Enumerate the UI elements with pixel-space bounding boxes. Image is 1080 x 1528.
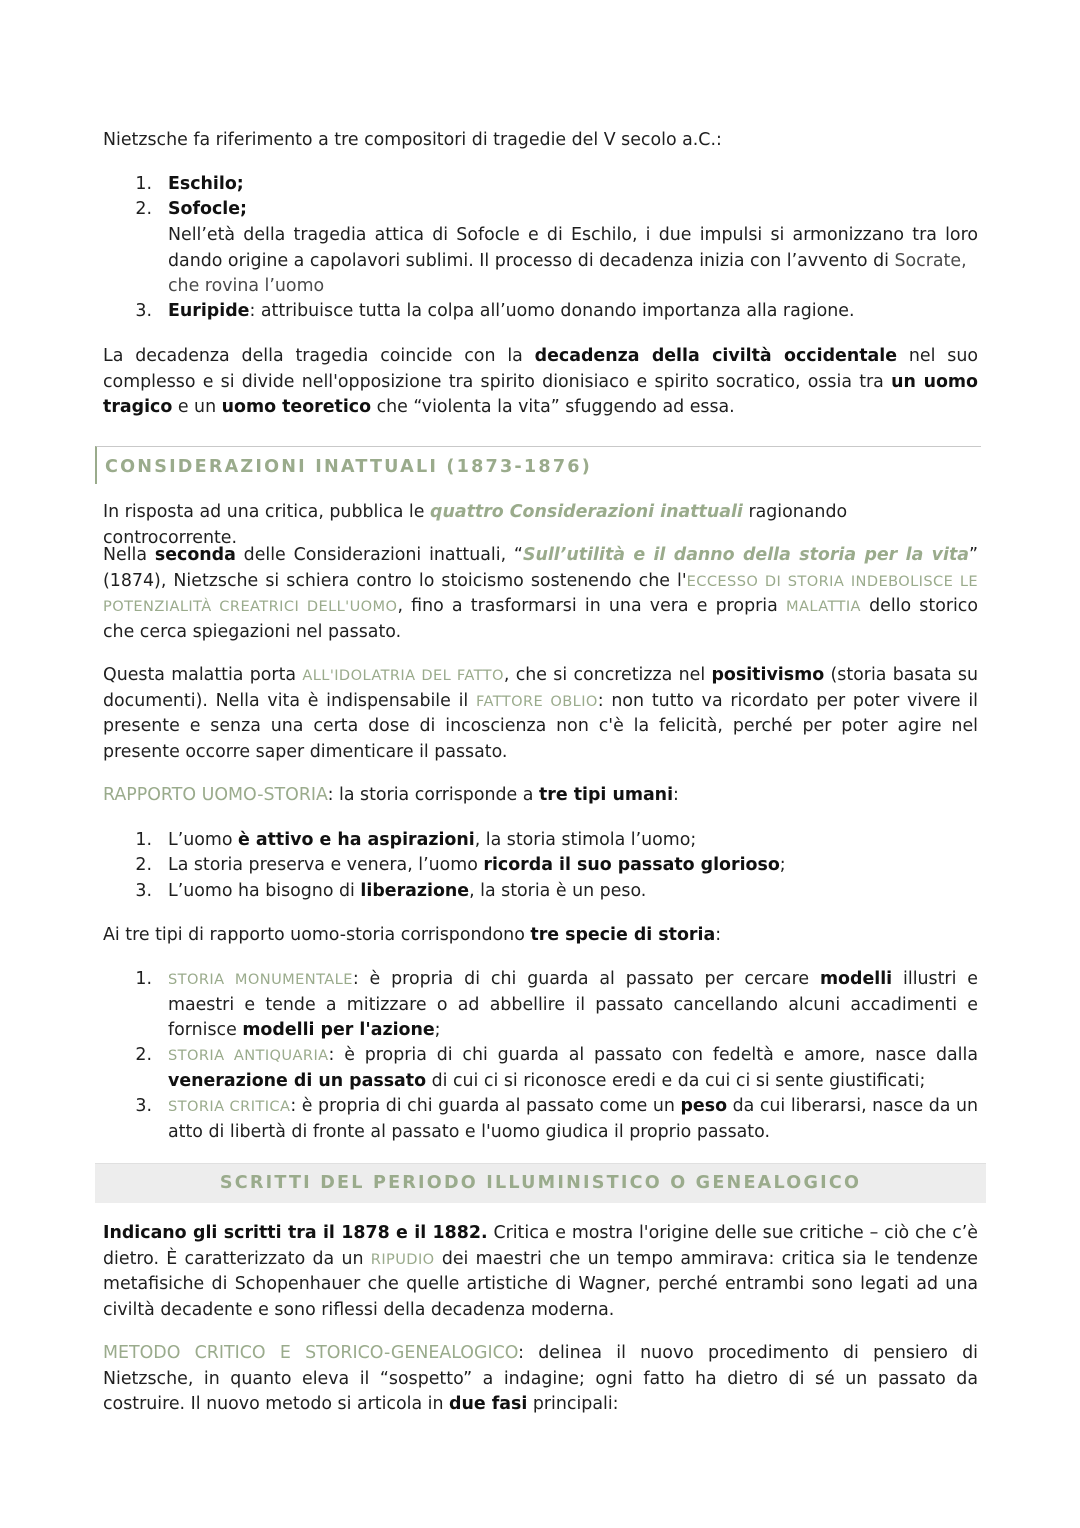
section-title: SCRITTI DEL PERIODO ILLUMINISTICO O GENEALOGICO — [219, 1173, 862, 1193]
intro-paragraph: Nietzsche fa riferimento a tre compositori di tragedie del V secolo a.C.: — [103, 130, 722, 150]
list-number: 1. — [135, 969, 152, 989]
section-title: CONSIDERAZIONI INATTUALI (1873-1876) — [105, 457, 592, 477]
risposta-paragraph: In risposta ad una critica, pubblica le quattro Considerazioni inattuali ragionando controcorrente. — [103, 502, 848, 548]
section-heading-scritti — [95, 1163, 986, 1203]
list-number: 3. — [135, 881, 152, 901]
sofocle-description-end: che rovina l’uomo — [168, 276, 325, 296]
list-item-critica: STORIA CRITICA: è propria di chi guarda al passato come un peso da cui liberarsi, nasce da un atto di libertà di fronte al passato e l'uomo giudica il proprio passato. — [168, 1096, 978, 1142]
scritti-paragraph: Indicano gli scritti tra il 1878 e il 1882. Critica e mostra l'origine delle sue critiche – ciò che c’è dietro. È caratterizzato da un RIPUDIO dei maestri che un tempo ammirava: critica sia le tendenze metafisiche di Schopenhauer che quelle artistiche di Wagner, perché entrambi sono legati ad una civiltà decadente e sono riflessi della decadenza moderna. — [103, 1223, 978, 1320]
decadenza-paragraph: La decadenza della tragedia coincide con la decadenza della civiltà occidentale nel suo complesso e si divide nell'opposizione tra spirito dionisiaco e spirito socratico, ossia tra un uomo tragico e un uomo teoretico che “violenta la vita” sfuggendo ad essa. — [103, 346, 979, 418]
list-number: 2. — [135, 199, 152, 219]
metodo-paragraph: METODO CRITICO E STORICO-GENEALOGICO: delinea il nuovo procedimento di pensiero di Nietzsche, in quanto eleva il “sospetto” a indagine; ogni fatto ha dietro di sé un passato da costruire. Il nuovo metodo si articola in due fasi principali: — [103, 1343, 978, 1415]
list-number: 1. — [135, 174, 152, 194]
specie-intro: Ai tre tipi di rapporto uomo-storia corrispondono tre specie di storia: — [103, 925, 722, 945]
list-number: 2. — [135, 1045, 152, 1065]
list-number: 2. — [135, 855, 152, 875]
list-item: L’uomo è attivo e ha aspirazioni, la storia stimola l’uomo; — [168, 830, 697, 850]
list-number: 1. — [135, 830, 152, 850]
list-item-euripide: Euripide: attribuisce tutta la colpa all’uomo donando importanza alla ragione. — [168, 301, 855, 321]
list-number: 3. — [135, 1096, 152, 1116]
section-heading-considerazioni — [95, 446, 981, 484]
list-item-monumentale: STORIA MONUMENTALE: è propria di chi guarda al passato per cercare modelli illustri e maestri e tende a mitizzare o ad abbellire il passato cancellando alcuni accadimenti e fornisce modelli per l'azione; — [168, 969, 978, 1041]
list-item-eschilo: Eschilo; — [168, 174, 244, 194]
list-item-antiquaria: STORIA ANTIQUARIA: è propria di chi guarda al passato con fedeltà e amore, nasce dalla venerazione di un passato di cui ci si riconosce eredi e da cui ci si sente giustificati; — [168, 1045, 978, 1091]
sofocle-description: Nell’età della tragedia attica di Sofocle e di Eschilo, i due impulsi si armonizzano tra loro dando origine a capolavori sublimi. Il processo di decadenza inizia con l’avvento di Socrate, — [168, 225, 978, 271]
rapporto-paragraph: RAPPORTO UOMO-STORIA: la storia corrisponde a tre tipi umani: — [103, 785, 679, 805]
malattia-paragraph: Questa malattia porta ALL'IDOLATRIA DEL FATTO, che si concretizza nel positivismo (storia basata su documenti). Nella vita è indispensabile il FATTORE OBLIO: non tutto va ricordato per poter vivere il presente e senza una certa dose di incoscienza non c'è la felicità, perché per poter agire nel presente occorre saper dimenticare il passato. — [103, 665, 978, 762]
list-item: La storia preserva e venera, l’uomo ricorda il suo passato glorioso; — [168, 855, 786, 875]
list-item: L’uomo ha bisogno di liberazione, la storia è un peso. — [168, 881, 647, 901]
list-item-sofocle: Sofocle; — [168, 199, 248, 219]
list-number: 3. — [135, 301, 152, 321]
seconda-paragraph: Nella seconda delle Considerazioni inattuali, “Sull’utilità e il danno della storia per la vita” (1874), Nietzsche si schiera contro lo stoicismo sostenendo che l'ECCESSO DI STORIA INDEBOLISCE LE POTENZIALITÀ CREATRICI DELL'UOMO, fino a trasformarsi in una vera e propria MALATTIA dello storico che cerca spiegazioni nel passato. — [103, 545, 979, 642]
